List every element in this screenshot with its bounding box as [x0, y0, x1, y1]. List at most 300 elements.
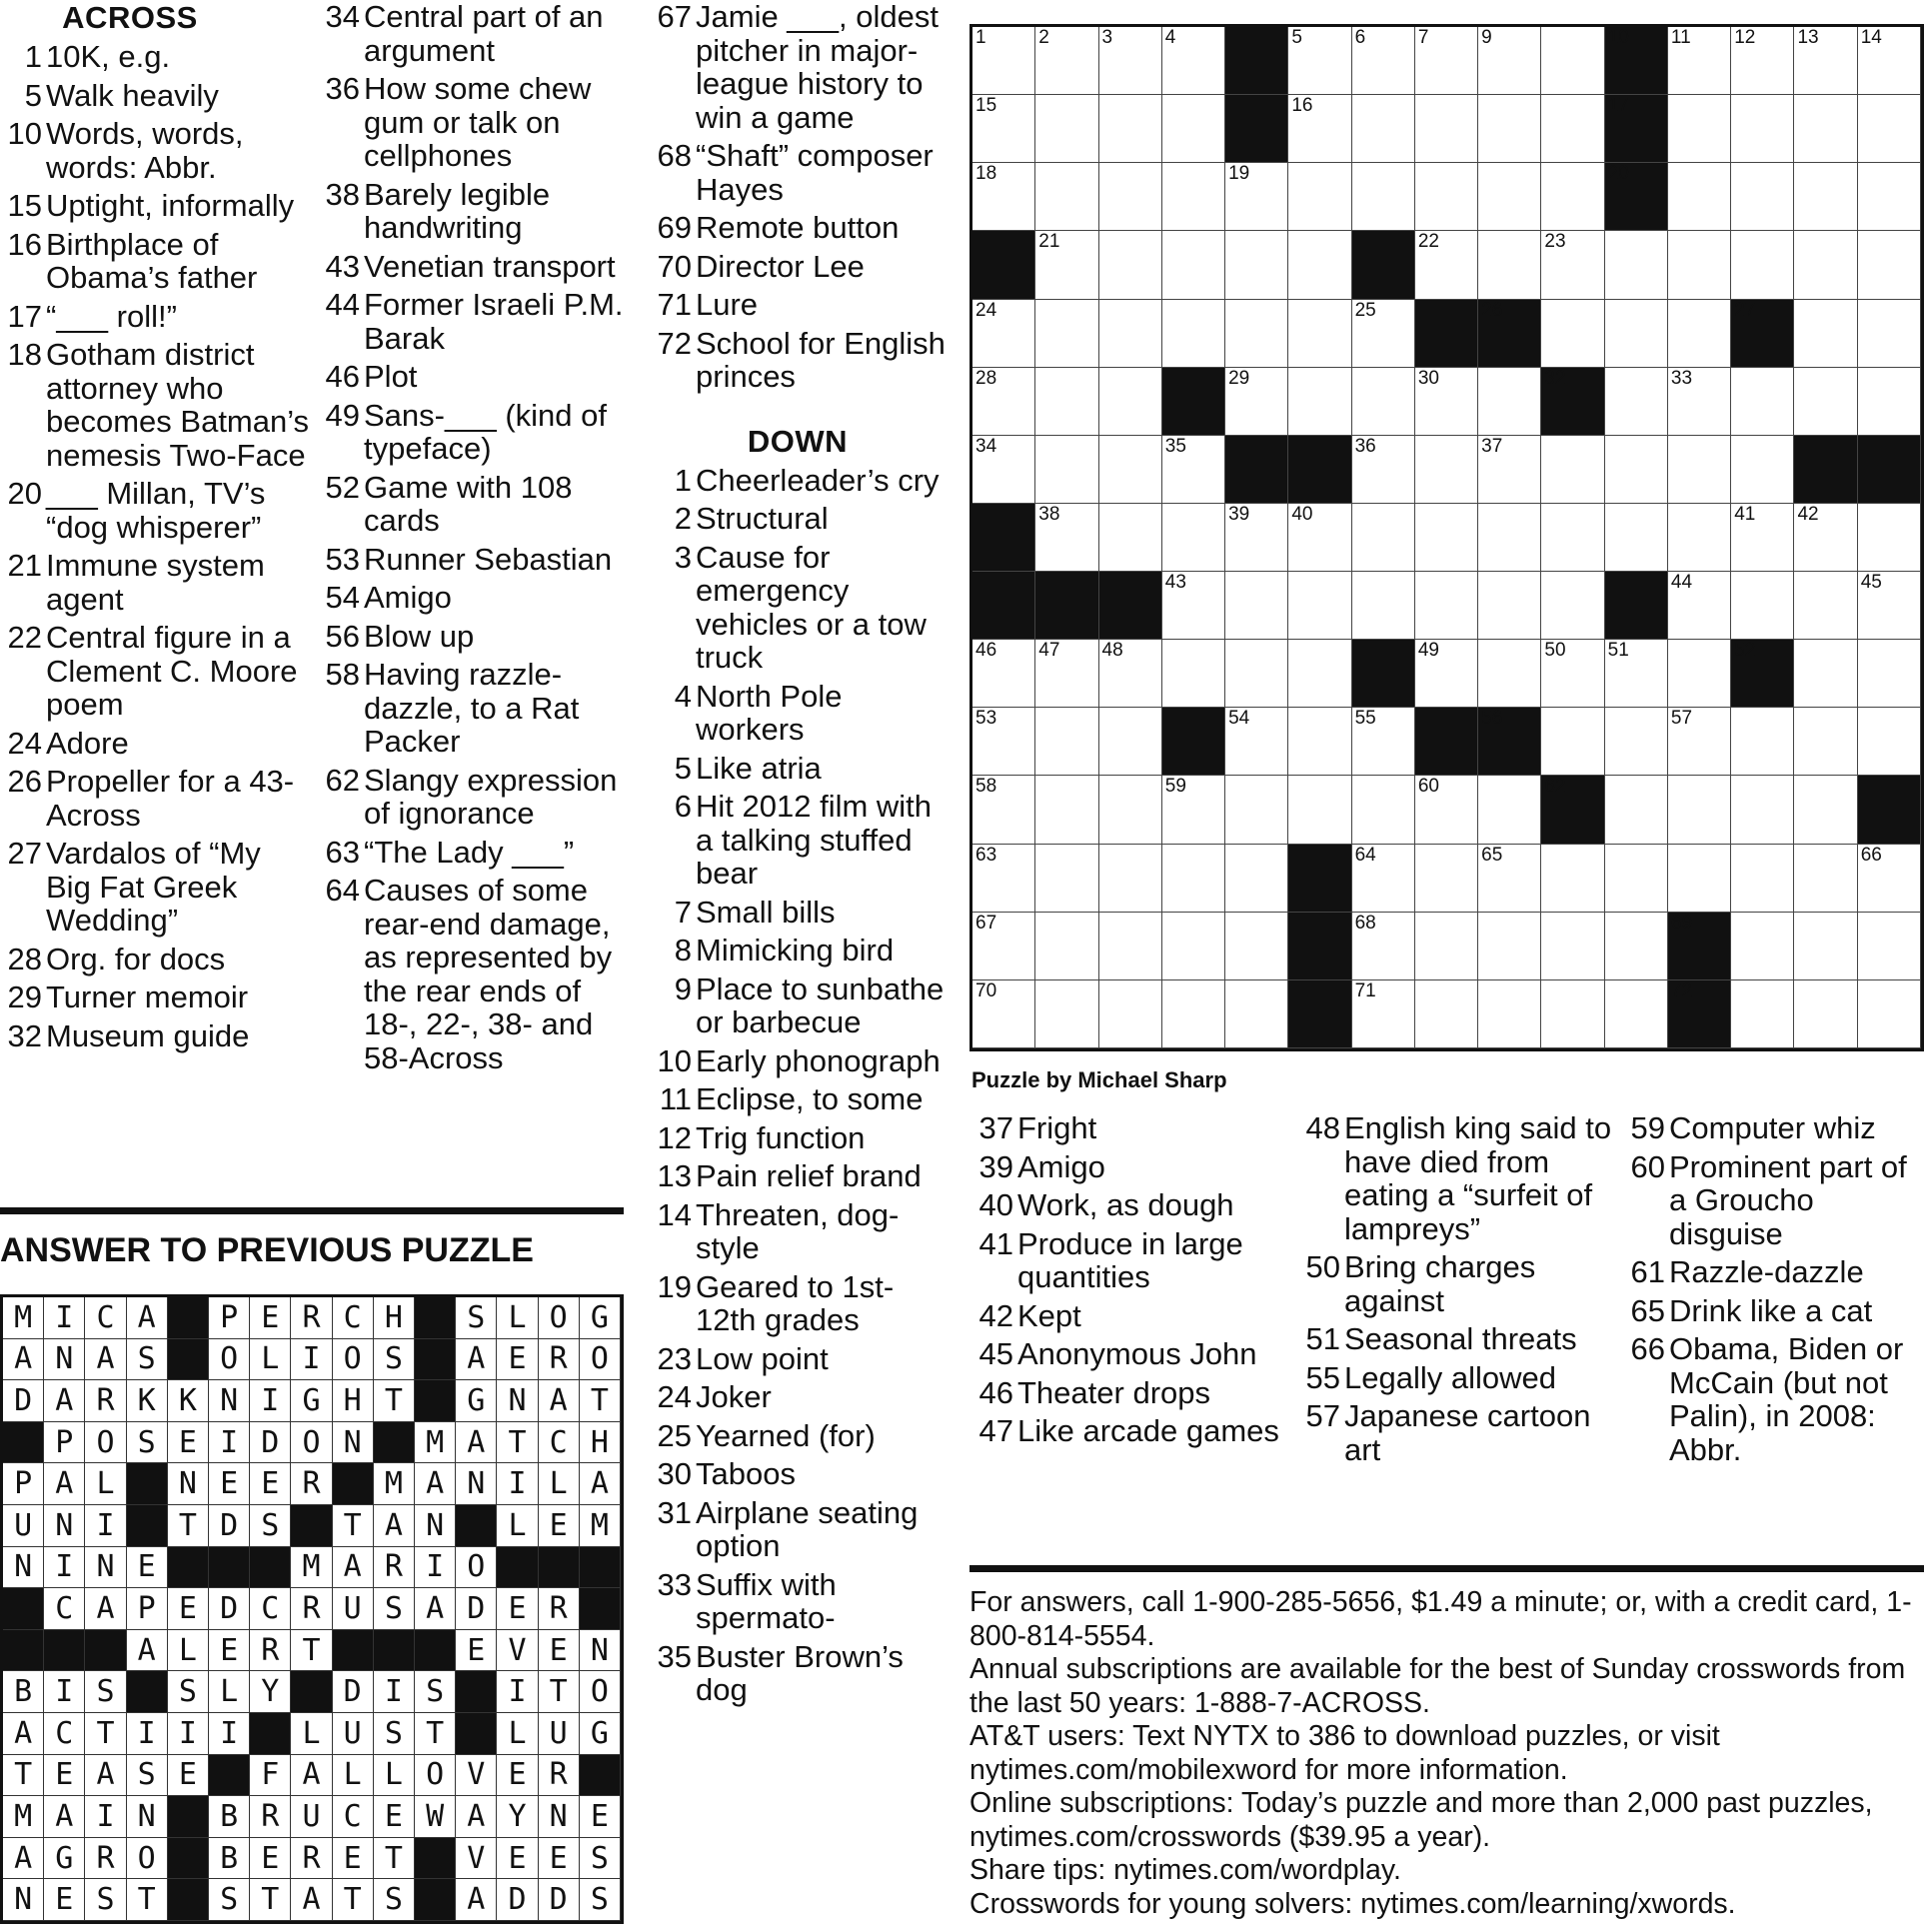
grid-cell[interactable] — [1668, 845, 1731, 913]
grid-cell[interactable] — [1162, 95, 1225, 163]
clue — [322, 72, 627, 173]
clue-text: School for English princes — [696, 325, 946, 394]
grid-cell[interactable] — [1162, 436, 1225, 504]
grid-cell[interactable] — [1858, 95, 1921, 163]
grid-cell[interactable] — [1035, 845, 1098, 913]
grid-cell[interactable] — [1099, 95, 1162, 163]
grid-cell[interactable] — [1731, 436, 1794, 504]
grid-cell[interactable] — [1794, 300, 1857, 368]
grid-cell[interactable] — [1099, 27, 1162, 95]
answer-cell: R — [291, 1838, 332, 1880]
grid-cell[interactable] — [1731, 163, 1794, 231]
answer-cell: E — [168, 1422, 209, 1464]
grid-cell[interactable] — [972, 436, 1035, 504]
clue-number-label: 41 — [1734, 503, 1756, 525]
grid-cell[interactable] — [972, 368, 1035, 436]
grid-cell[interactable] — [1731, 231, 1794, 299]
info-divider — [969, 1565, 1924, 1572]
clue — [648, 1044, 948, 1078]
grid-cell[interactable] — [1352, 163, 1415, 231]
answer-cell: M — [374, 1463, 415, 1505]
answer-black-square — [580, 1588, 621, 1630]
grid-cell[interactable] — [1794, 572, 1857, 640]
clue — [969, 1414, 1289, 1448]
grid-cell[interactable] — [1415, 27, 1478, 95]
grid-cell[interactable] — [1099, 163, 1162, 231]
answer-cell: Y — [250, 1671, 291, 1713]
grid-cell[interactable] — [1099, 368, 1162, 436]
grid-cell[interactable] — [1541, 436, 1604, 504]
grid-cell[interactable] — [1225, 504, 1288, 572]
grid-cell[interactable] — [1288, 27, 1351, 95]
grid-cell[interactable] — [1162, 163, 1225, 231]
answer-cell: V — [497, 1630, 538, 1672]
grid-cell[interactable] — [1478, 504, 1541, 572]
grid-cell[interactable] — [972, 845, 1035, 913]
black-square — [1225, 27, 1288, 95]
clue-text: Small bills — [696, 894, 836, 930]
answer-cell: I — [209, 1422, 250, 1464]
grid-cell[interactable] — [1478, 95, 1541, 163]
clue-number: 18 — [7, 337, 42, 372]
down-clue-list — [1296, 1111, 1616, 1466]
grid-cell[interactable] — [1288, 504, 1351, 572]
clue-text: Fright — [1017, 1110, 1097, 1145]
clue — [648, 1159, 948, 1193]
grid-cell[interactable] — [1541, 300, 1604, 368]
answer-cell: N — [3, 1547, 44, 1589]
grid-cell[interactable] — [1478, 845, 1541, 913]
grid-cell[interactable] — [1288, 95, 1351, 163]
answer-black-square — [209, 1755, 250, 1797]
answer-cell: A — [456, 1422, 497, 1464]
answer-cell: A — [415, 1588, 456, 1630]
grid-cell[interactable] — [1858, 163, 1921, 231]
grid-cell[interactable] — [1605, 708, 1668, 776]
clue-text: Japanese cartoon art — [1344, 1398, 1591, 1467]
grid-cell[interactable] — [1731, 95, 1794, 163]
grid-cell[interactable] — [1099, 708, 1162, 776]
answer-cell: E — [497, 1755, 538, 1797]
clue-number: 56 — [325, 618, 360, 654]
grid-cell[interactable] — [1478, 231, 1541, 299]
grid-cell[interactable] — [1668, 27, 1731, 95]
grid-cell[interactable] — [1415, 913, 1478, 980]
grid-cell[interactable] — [1035, 640, 1098, 708]
grid-cell[interactable] — [1288, 163, 1351, 231]
grid-cell[interactable] — [1794, 504, 1857, 572]
clue-number: 68 — [657, 138, 692, 173]
section-divider — [0, 1207, 624, 1214]
clue-number: 57 — [1305, 1398, 1340, 1433]
answer-cell: T — [374, 1838, 415, 1880]
grid-cell[interactable] — [1352, 776, 1415, 844]
grid-cell[interactable] — [972, 913, 1035, 980]
grid-cell[interactable] — [1668, 572, 1731, 640]
answer-black-square — [250, 1713, 291, 1755]
grid-cell[interactable] — [1162, 640, 1225, 708]
answer-cell: S — [168, 1671, 209, 1713]
grid-cell[interactable] — [1668, 231, 1731, 299]
clue-number-label: 42 — [1797, 503, 1819, 525]
grid-cell[interactable] — [1352, 95, 1415, 163]
grid-cell[interactable] — [1731, 368, 1794, 436]
across-column-2 — [322, 0, 627, 1079]
previous-answer-grid — [0, 1294, 624, 1924]
clue-text: Kept — [1017, 1297, 1081, 1333]
answer-cell: A — [456, 1339, 497, 1381]
clue-number: 50 — [1305, 1249, 1340, 1284]
grid-cell[interactable] — [1794, 163, 1857, 231]
clue — [0, 980, 310, 1014]
grid-cell[interactable] — [1858, 504, 1921, 572]
clue-number: 6 — [674, 789, 692, 824]
grid-cell[interactable] — [1225, 300, 1288, 368]
black-square — [1415, 300, 1478, 368]
grid-cell[interactable] — [1858, 27, 1921, 95]
black-square — [1858, 776, 1921, 844]
grid-cell[interactable] — [972, 27, 1035, 95]
answer-cell: V — [456, 1755, 497, 1797]
grid-cell[interactable] — [1605, 776, 1668, 844]
grid-cell[interactable] — [1415, 776, 1478, 844]
grid-cell[interactable] — [1415, 436, 1478, 504]
grid-cell[interactable] — [1415, 572, 1478, 640]
grid-cell[interactable] — [1794, 231, 1857, 299]
grid-cell[interactable] — [1668, 300, 1731, 368]
grid-cell[interactable] — [1288, 368, 1351, 436]
grid-cell[interactable] — [1352, 368, 1415, 436]
grid-cell[interactable] — [1794, 913, 1857, 980]
clue-text: Central part of an argument — [364, 0, 604, 68]
grid-cell[interactable] — [1668, 436, 1731, 504]
clue-number: 36 — [325, 71, 360, 106]
grid-cell[interactable] — [1415, 231, 1478, 299]
answer-cell: I — [168, 1713, 209, 1755]
answer-black-square — [415, 1297, 456, 1339]
answer-cell: N — [333, 1422, 374, 1464]
black-square — [972, 572, 1035, 640]
answer-cell: L — [497, 1713, 538, 1755]
grid-cell[interactable] — [1668, 163, 1731, 231]
grid-cell[interactable] — [1478, 436, 1541, 504]
clue-number-label: 68 — [1354, 912, 1376, 934]
answer-cell: L — [497, 1297, 538, 1339]
grid-cell[interactable] — [1794, 27, 1857, 95]
grid-cell[interactable] — [1162, 27, 1225, 95]
grid-cell[interactable] — [1605, 980, 1668, 1048]
grid-cell[interactable] — [1541, 27, 1604, 95]
grid-cell[interactable] — [1352, 708, 1415, 776]
grid-cell[interactable] — [1288, 776, 1351, 844]
grid-cell[interactable] — [1225, 640, 1288, 708]
grid-cell[interactable] — [1099, 640, 1162, 708]
grid-cell[interactable] — [1099, 776, 1162, 844]
clue — [969, 1111, 1289, 1145]
grid-cell[interactable] — [1352, 913, 1415, 980]
grid-cell[interactable] — [972, 708, 1035, 776]
clue — [1296, 1361, 1616, 1395]
answer-cell: D — [3, 1380, 44, 1422]
grid-cell[interactable] — [972, 980, 1035, 1048]
grid-cell[interactable] — [1858, 708, 1921, 776]
clue-text: Cause for emergency vehicles or a tow truck — [696, 539, 927, 675]
grid-cell[interactable] — [1478, 27, 1541, 95]
grid-cell[interactable] — [1162, 776, 1225, 844]
grid-cell[interactable] — [1352, 27, 1415, 95]
grid-cell[interactable] — [1035, 980, 1098, 1048]
grid-cell[interactable] — [972, 300, 1035, 368]
grid-cell[interactable] — [1541, 504, 1604, 572]
grid-cell[interactable] — [1415, 640, 1478, 708]
grid-cell[interactable] — [1099, 231, 1162, 299]
grid-cell[interactable] — [1605, 640, 1668, 708]
grid-cell[interactable] — [1731, 913, 1794, 980]
grid-cell[interactable] — [1035, 300, 1098, 368]
grid-cell[interactable] — [1668, 95, 1731, 163]
clue-number-label: 47 — [1038, 640, 1060, 662]
grid-cell[interactable] — [1794, 776, 1857, 844]
grid-cell[interactable] — [1035, 504, 1098, 572]
grid-cell[interactable] — [1035, 776, 1098, 844]
grid-cell[interactable] — [1415, 504, 1478, 572]
answer-cell: S — [374, 1588, 415, 1630]
grid-cell[interactable] — [1541, 572, 1604, 640]
grid-cell[interactable] — [1352, 504, 1415, 572]
grid-cell[interactable] — [1162, 980, 1225, 1048]
grid-cell[interactable] — [1225, 980, 1288, 1048]
grid-cell[interactable] — [1858, 845, 1921, 913]
grid-cell[interactable] — [1731, 980, 1794, 1048]
clue — [648, 541, 948, 675]
grid-cell[interactable] — [1541, 845, 1604, 913]
grid-cell[interactable] — [1668, 776, 1731, 844]
clue — [322, 874, 627, 1074]
grid-cell[interactable] — [1288, 300, 1351, 368]
grid-cell[interactable] — [1794, 95, 1857, 163]
grid-cell[interactable] — [1605, 845, 1668, 913]
black-square — [1478, 708, 1541, 776]
grid-cell[interactable] — [1794, 708, 1857, 776]
grid-cell[interactable] — [1352, 980, 1415, 1048]
clue — [322, 0, 627, 67]
grid-cell[interactable] — [1099, 436, 1162, 504]
answer-black-square — [456, 1671, 497, 1713]
grid-cell[interactable] — [1731, 504, 1794, 572]
answer-cell: A — [539, 1380, 580, 1422]
grid-cell[interactable] — [1478, 913, 1541, 980]
grid-cell[interactable] — [1162, 845, 1225, 913]
grid-cell[interactable] — [1352, 572, 1415, 640]
grid-cell[interactable] — [1478, 163, 1541, 231]
grid-cell[interactable] — [1162, 572, 1225, 640]
grid-cell[interactable] — [1225, 368, 1288, 436]
grid-cell[interactable] — [1288, 231, 1351, 299]
answer-black-square — [168, 1547, 209, 1589]
answer-black-square — [127, 1671, 168, 1713]
grid-cell[interactable] — [1858, 640, 1921, 708]
grid-cell[interactable] — [1225, 163, 1288, 231]
grid-cell[interactable] — [1605, 300, 1668, 368]
grid-cell[interactable] — [1858, 913, 1921, 980]
grid-cell[interactable] — [1035, 27, 1098, 95]
grid-cell[interactable] — [1668, 640, 1731, 708]
clue — [648, 1380, 948, 1414]
answer-cell: T — [85, 1713, 126, 1755]
answer-cell: N — [456, 1463, 497, 1505]
clue — [648, 1568, 948, 1635]
grid-cell[interactable] — [1415, 163, 1478, 231]
grid-cell[interactable] — [1605, 231, 1668, 299]
grid-cell[interactable] — [1225, 572, 1288, 640]
grid-cell[interactable] — [1225, 708, 1288, 776]
grid-cell[interactable] — [972, 95, 1035, 163]
clue-text: Sans-___ (kind of typeface) — [364, 397, 607, 466]
grid-cell[interactable] — [1162, 231, 1225, 299]
grid-cell[interactable] — [1731, 27, 1794, 95]
grid-cell[interactable] — [1605, 504, 1668, 572]
clue-number-label: 66 — [1860, 844, 1882, 866]
answer-cell: C — [44, 1588, 85, 1630]
grid-cell[interactable] — [1352, 845, 1415, 913]
clue-text: Anonymous John — [1017, 1336, 1257, 1371]
grid-cell[interactable] — [1225, 231, 1288, 299]
grid-cell[interactable] — [1352, 300, 1415, 368]
black-square — [1162, 368, 1225, 436]
answer-cell: T — [415, 1713, 456, 1755]
grid-cell[interactable] — [1162, 300, 1225, 368]
answer-cell: T — [374, 1380, 415, 1422]
grid-cell[interactable] — [1668, 368, 1731, 436]
grid-cell[interactable] — [1541, 708, 1604, 776]
grid-cell[interactable] — [1794, 368, 1857, 436]
grid-cell[interactable] — [1162, 504, 1225, 572]
grid-cell[interactable] — [1035, 436, 1098, 504]
grid-cell[interactable] — [1478, 368, 1541, 436]
answer-cell: D — [209, 1588, 250, 1630]
grid-cell[interactable] — [1731, 776, 1794, 844]
grid-cell[interactable] — [1478, 572, 1541, 640]
clue — [1621, 1332, 1926, 1466]
grid-cell[interactable] — [1225, 776, 1288, 844]
grid-cell[interactable] — [1035, 163, 1098, 231]
grid-cell[interactable] — [1541, 95, 1604, 163]
grid-cell[interactable] — [1605, 913, 1668, 980]
grid-cell[interactable] — [1288, 572, 1351, 640]
grid-cell[interactable] — [972, 776, 1035, 844]
clue-text: Theater drops — [1017, 1374, 1210, 1410]
grid-cell[interactable] — [1035, 708, 1098, 776]
clue — [648, 1082, 948, 1116]
grid-cell[interactable] — [1731, 572, 1794, 640]
grid-cell[interactable] — [1099, 845, 1162, 913]
clue-number-label: 35 — [1164, 435, 1186, 457]
grid-cell[interactable] — [1731, 708, 1794, 776]
grid-cell[interactable] — [1668, 504, 1731, 572]
grid-cell[interactable] — [1415, 845, 1478, 913]
answer-cell: S — [85, 1671, 126, 1713]
grid-cell[interactable] — [1099, 504, 1162, 572]
grid-cell[interactable] — [972, 163, 1035, 231]
grid-cell[interactable] — [1541, 640, 1604, 708]
grid-cell[interactable] — [1858, 980, 1921, 1048]
grid-cell[interactable] — [1415, 95, 1478, 163]
clue-number: 61 — [1630, 1254, 1665, 1289]
clue-number-label: 13 — [1797, 27, 1819, 48]
grid-cell[interactable] — [1541, 231, 1604, 299]
grid-cell[interactable] — [1415, 980, 1478, 1048]
answer-cell: O — [456, 1547, 497, 1589]
clue-number: 19 — [657, 1268, 692, 1304]
grid-cell[interactable] — [1794, 980, 1857, 1048]
grid-cell[interactable] — [1858, 368, 1921, 436]
grid-cell[interactable] — [1605, 368, 1668, 436]
grid-cell[interactable] — [1099, 913, 1162, 980]
grid-cell[interactable] — [1099, 980, 1162, 1048]
clue — [322, 658, 627, 759]
grid-cell[interactable] — [1541, 980, 1604, 1048]
grid-cell[interactable] — [1858, 300, 1921, 368]
grid-cell[interactable] — [1225, 845, 1288, 913]
black-square — [1225, 436, 1288, 504]
answer-cell: R — [291, 1463, 332, 1505]
grid-cell[interactable] — [1288, 708, 1351, 776]
grid-cell[interactable] — [1035, 95, 1098, 163]
grid-cell[interactable] — [1225, 913, 1288, 980]
grid-cell[interactable] — [972, 640, 1035, 708]
clue — [969, 1188, 1289, 1222]
clue-number-label: 9 — [1481, 27, 1492, 48]
grid-cell[interactable] — [1858, 231, 1921, 299]
grid-cell[interactable] — [1288, 640, 1351, 708]
grid-cell[interactable] — [1858, 572, 1921, 640]
answer-black-square — [127, 1505, 168, 1547]
clue-number-label: 20 — [1607, 163, 1629, 185]
grid-cell[interactable] — [1035, 368, 1098, 436]
grid-cell[interactable] — [1099, 300, 1162, 368]
grid-cell[interactable] — [1162, 913, 1225, 980]
clue-text: Blow up — [364, 618, 475, 654]
answer-cell: A — [374, 1505, 415, 1547]
grid-cell[interactable] — [1605, 436, 1668, 504]
clue-number-label: 43 — [1164, 572, 1186, 594]
clue-number-label: 44 — [1670, 572, 1693, 594]
grid-cell[interactable] — [1352, 436, 1415, 504]
answer-cell: R — [291, 1297, 332, 1339]
grid-cell[interactable] — [1731, 845, 1794, 913]
grid-cell[interactable] — [1668, 708, 1731, 776]
answer-cell: E — [250, 1297, 291, 1339]
answer-cell: S — [127, 1755, 168, 1797]
grid-cell[interactable] — [1794, 640, 1857, 708]
grid-cell[interactable] — [1035, 913, 1098, 980]
answer-cell: E — [539, 1838, 580, 1880]
grid-cell[interactable] — [1035, 231, 1098, 299]
black-square — [1288, 913, 1351, 980]
grid-cell[interactable] — [1541, 913, 1604, 980]
black-square — [1668, 980, 1731, 1048]
grid-cell[interactable] — [1478, 980, 1541, 1048]
grid-cell[interactable] — [1415, 368, 1478, 436]
clue-text: Place to sunbathe or barbecue — [696, 970, 945, 1039]
clue — [322, 836, 627, 870]
grid-cell[interactable] — [1478, 776, 1541, 844]
answer-cell: L — [333, 1755, 374, 1797]
grid-cell[interactable] — [1541, 163, 1604, 231]
grid-cell[interactable] — [1478, 640, 1541, 708]
clue-number: 71 — [657, 287, 692, 322]
grid-cell[interactable] — [1794, 845, 1857, 913]
